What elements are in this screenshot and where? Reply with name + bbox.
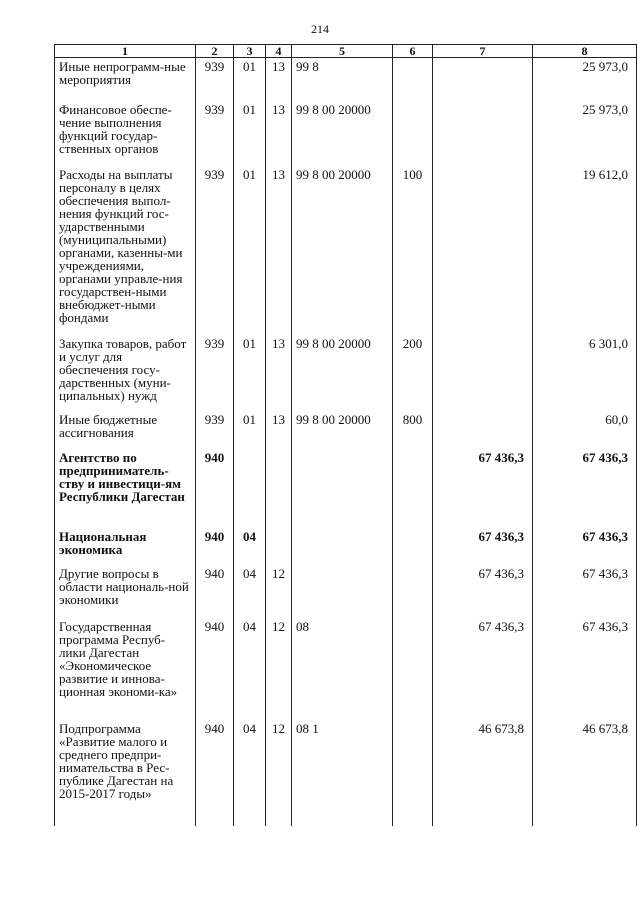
header-col-2: 2 [196,45,234,58]
row-c7: 46 673,8 [433,720,533,826]
row-c6 [393,528,433,565]
row-c6: 100 [393,166,433,335]
header-col-3: 3 [234,45,266,58]
row-c4 [266,449,292,528]
row-c4: 13 [266,101,292,166]
row-c2: 940 [196,528,234,565]
row-c5: 08 1 [292,720,393,826]
row-c2: 939 [196,335,234,411]
table-row [55,449,637,528]
row-c6 [393,58,433,101]
row-c6: 200 [393,335,433,411]
table-row [55,335,637,411]
row-c4: 12 [266,720,292,826]
row-c7 [433,411,533,449]
page-number: 214 [311,22,329,36]
row-c7: 67 436,3 [433,618,533,720]
row-name: Государственная программа Респуб-лики Дагестан «Экономическое развитие и иннова-ционная экономи-ка» [55,618,196,720]
row-c8: 19 612,0 [533,166,637,335]
row-c2: 939 [196,58,234,101]
row-c5: 99 8 00 20000 [292,335,393,411]
table-row [55,720,637,826]
row-c3: 04 [234,565,266,618]
table-row [55,565,637,618]
row-c8: 25 973,0 [533,58,637,101]
row-c4: 12 [266,618,292,720]
row-c6: 800 [393,411,433,449]
row-name: Расходы на выплаты персоналу в целях обеспечения выпол-нения функций гос-ударственными (муниципальными) органами, казенны-ми учреждениями, органами управле-ния государствен-ными внебюджет-ными фондами [55,166,196,335]
row-c8: 67 436,3 [533,528,637,565]
header-col-8: 8 [533,45,637,58]
row-c7 [433,166,533,335]
row-c4 [266,528,292,565]
row-c6 [393,565,433,618]
row-c7: 67 436,3 [433,449,533,528]
row-c2: 940 [196,720,234,826]
row-c5: 99 8 00 20000 [292,101,393,166]
row-c3: 01 [234,411,266,449]
row-c2: 939 [196,411,234,449]
row-c7: 67 436,3 [433,528,533,565]
row-c4: 13 [266,411,292,449]
row-c5: 08 [292,618,393,720]
table-row [55,618,637,720]
table-row [55,166,637,335]
row-c5 [292,565,393,618]
row-c8: 6 301,0 [533,335,637,411]
row-c3: 04 [234,528,266,565]
table-row [55,58,637,101]
row-c6 [393,449,433,528]
table-row [55,528,637,565]
header-row [55,45,637,58]
row-name: Национальная экономика [55,528,196,565]
row-name: Закупка товаров, работ и услуг для обеспечения госу-дарственных (муни-ципальных) нужд [55,335,196,411]
row-c7 [433,335,533,411]
row-c7 [433,58,533,101]
header-col-1: 1 [55,45,196,58]
row-c8: 67 436,3 [533,618,637,720]
row-c3: 01 [234,335,266,411]
row-name: Иные бюджетные ассигнования [55,411,196,449]
table-row [55,411,637,449]
header-col-7: 7 [433,45,533,58]
table-row [55,101,637,166]
row-name: Агентство по предприниматель-ству и инвестици-ям Республики Дагестан [55,449,196,528]
row-name: Иные непрограмм-ные мероприятия [55,58,196,101]
row-c3: 01 [234,58,266,101]
row-c5: 99 8 00 20000 [292,411,393,449]
header-col-4: 4 [266,45,292,58]
row-c6 [393,101,433,166]
row-c4: 13 [266,58,292,101]
row-c8: 25 973,0 [533,101,637,166]
row-c7 [433,101,533,166]
row-c3: 04 [234,618,266,720]
row-c3 [234,449,266,528]
row-c8: 60,0 [533,411,637,449]
row-c8: 67 436,3 [533,565,637,618]
row-name: Подпрограмма «Развитие малого и среднего предпри-нимательства в Рес-публике Дагестан на 2015-2017 годы» [55,720,196,826]
row-c2: 939 [196,101,234,166]
row-c3: 01 [234,101,266,166]
header-col-6: 6 [393,45,433,58]
header-col-5: 5 [292,45,393,58]
row-c5: 99 8 00 20000 [292,166,393,335]
budget-table [54,44,637,826]
row-c4: 13 [266,335,292,411]
row-c4: 13 [266,166,292,335]
row-c2: 939 [196,166,234,335]
row-c2: 940 [196,449,234,528]
row-c8: 46 673,8 [533,720,637,826]
row-c6 [393,618,433,720]
row-c6 [393,720,433,826]
row-name: Финансовое обеспе-чение выполнения функций государ-ственных органов [55,101,196,166]
row-c4: 12 [266,565,292,618]
row-c3: 04 [234,720,266,826]
row-c2: 940 [196,565,234,618]
row-c5 [292,528,393,565]
row-c8: 67 436,3 [533,449,637,528]
row-c5 [292,449,393,528]
row-c5: 99 8 [292,58,393,101]
row-c3: 01 [234,166,266,335]
row-c7: 67 436,3 [433,565,533,618]
row-name: Другие вопросы в области националь-ной экономики [55,565,196,618]
row-c2: 940 [196,618,234,720]
